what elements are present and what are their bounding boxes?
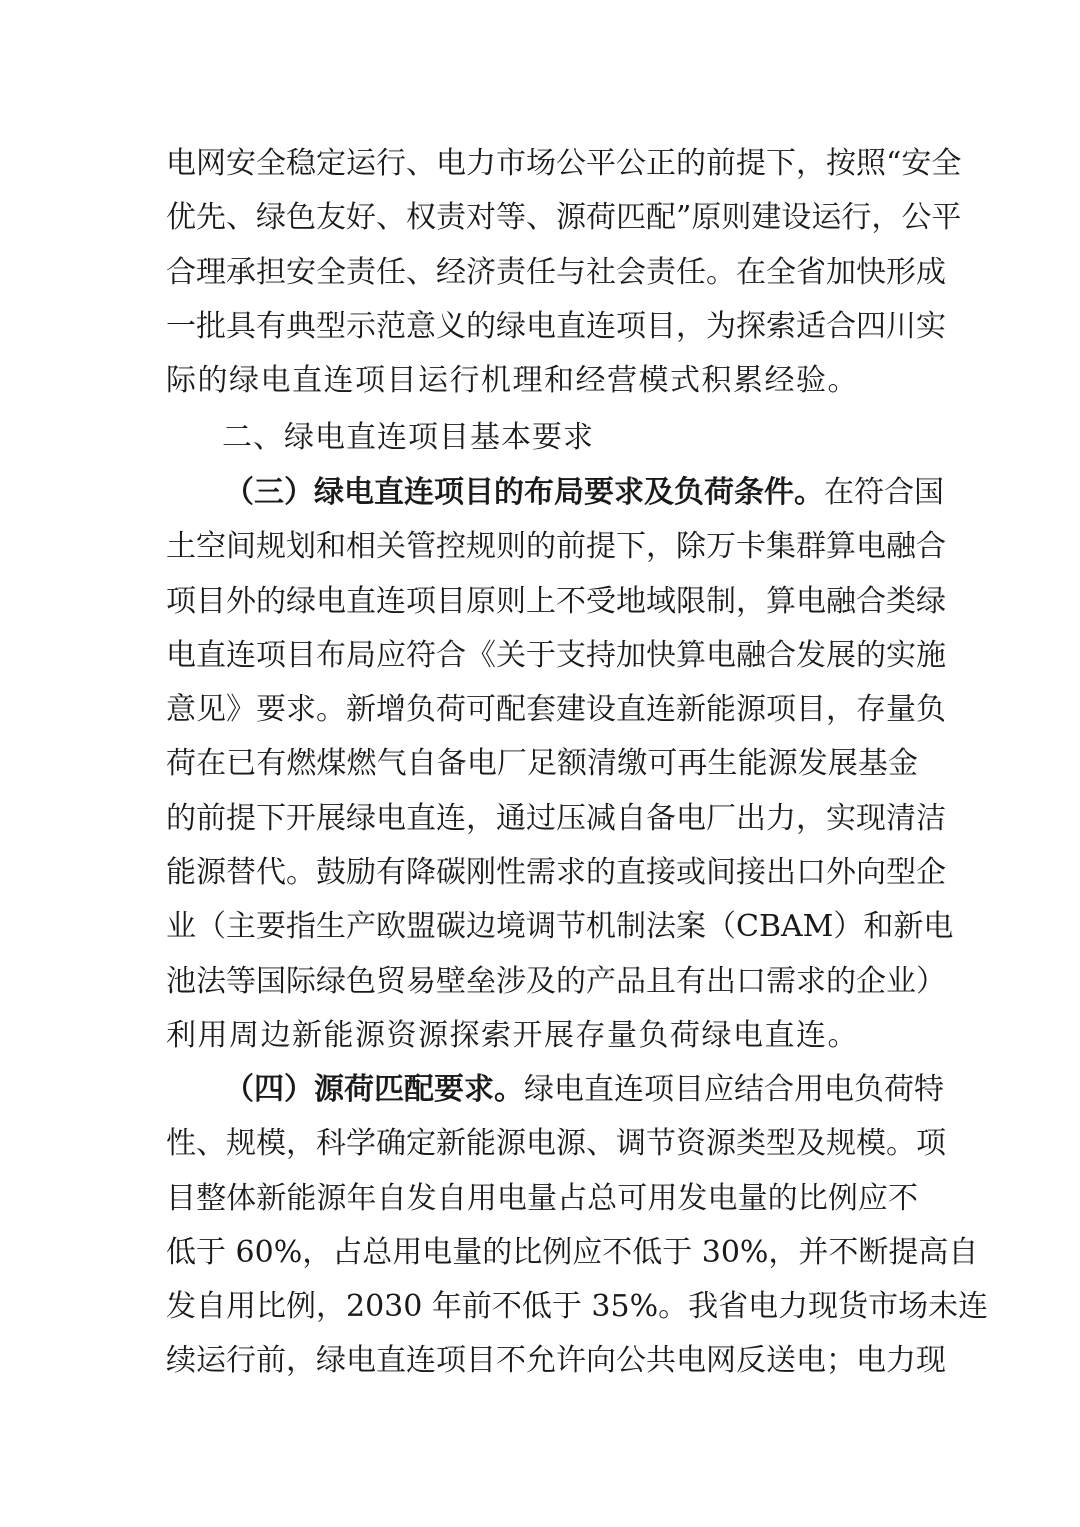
paragraph-first-line — [166, 466, 944, 520]
paragraph-line: 性、规模，科学确定新能源电源、调节资源类型及规模。项 — [166, 1126, 946, 1162]
paragraph-layout-requirements — [166, 466, 954, 1063]
paragraph-line: 一批具有典型示范意义的绿电直连项目，为探索适合四川实 — [166, 308, 946, 344]
paragraph-line: 池法等国际绿色贸易壁垒涉及的产品且有出口需求的企业） — [166, 963, 946, 999]
paragraph-line: 利用周边新能源资源探索开展存量负荷绿电直连。 — [166, 1017, 859, 1053]
paragraph-line: 合理承担安全责任、经济责任与社会责任。在全省加快形成 — [166, 254, 946, 290]
paragraph-line: 的前提下开展绿电直连，通过压减自备电厂出力，实现清洁 — [166, 800, 946, 836]
paragraph-line: 意见》要求。新增负荷可配套建设直连新能源项目，存量负 — [166, 692, 946, 728]
paragraph-line: 荷在已有燃煤燃气自备电厂足额清缴可再生能源发展基金 — [166, 746, 918, 782]
paragraph-line: 目整体新能源年自发自用电量占总可用发电量的比例应不 — [166, 1180, 918, 1216]
paragraph-source-load-matching — [166, 1063, 989, 1389]
section-heading: 二、绿电直连项目基本要求 — [222, 420, 594, 455]
paragraph-line: 续运行前，绿电直连项目不允许向公共电网反送电；电力现 — [166, 1343, 946, 1379]
paragraph-line: 优先、绿色友好、权责对等、源荷匹配”原则建设运行，公平 — [166, 200, 962, 236]
paragraph-lead-title: （四）源荷匹配要求。 — [224, 1072, 524, 1107]
paragraph-line: 业（主要指生产欧盟碳边境调节机制法案（CBAM）和新电 — [166, 909, 954, 945]
paragraph-lead-rest: 在符合国 — [824, 475, 944, 510]
paragraph-lead-rest: 绿电直连项目应结合用电负荷特 — [524, 1072, 944, 1107]
paragraph-line: 电直连项目布局应符合《关于支持加快算电融合发展的实施 — [166, 637, 946, 673]
paragraph-line: 土空间规划和相关管控规则的前提下，除万卡集群算电融合 — [166, 529, 946, 565]
paragraph-line: 发自用比例，2030 年前不低于 35%。我省电力现货市场未连 — [166, 1289, 989, 1325]
paragraph-line: 电网安全稳定运行、电力市场公平公正的前提下，按照“安全 — [166, 146, 962, 181]
paragraph-line: 项目外的绿电直连项目原则上不受地域限制，算电融合类绿 — [166, 583, 946, 619]
paragraph-intro — [166, 137, 962, 408]
paragraph-line: 能源替代。鼓励有降碳刚性需求的直接或间接出口外向型企 — [166, 855, 946, 891]
paragraph-line: 低于 60%，占总用电量的比例应不低于 30%，并不断提高自 — [166, 1234, 979, 1270]
paragraph-line: 际的绿电直连项目运行机理和经营模式积累经验。 — [166, 363, 859, 399]
paragraph-lead-title: （三）绿电直连项目的布局要求及负荷条件。 — [224, 475, 824, 510]
paragraph-first-line — [166, 1063, 944, 1117]
